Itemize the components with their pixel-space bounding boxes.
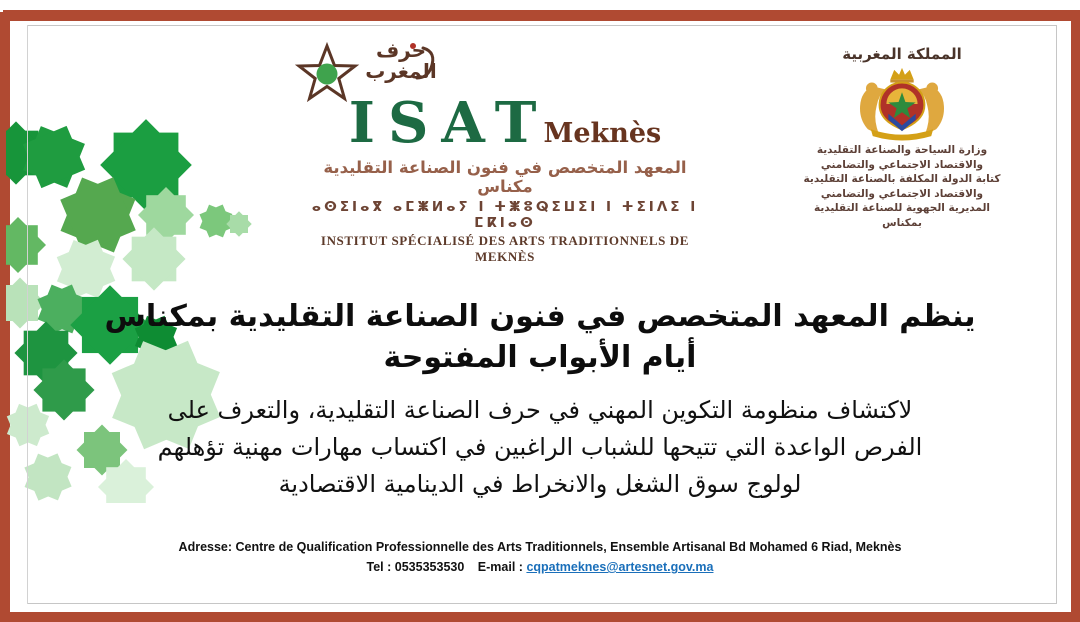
ministry-line: وزارة السياحة والصناعة التقليدية (816, 144, 988, 156)
royal-emblem-block (793, 45, 1011, 230)
contact-line (40, 557, 1040, 577)
craft-morocco-calligraphy: حرف المغرب (365, 38, 437, 83)
inner-frame-left-line (27, 25, 28, 604)
kingdom-title: المملكة المغربية (842, 45, 962, 63)
ministry-line: كتابة الدولة المكلفة بالصناعة التقليدية (803, 173, 1001, 185)
zellige-star-icon (122, 227, 185, 290)
isat-french-name: INSTITUT SPÉCIALISÉ DES ARTS TRADITIONNELS DE MEKNÈS (320, 233, 690, 264)
tel-number: 0535353530 (394, 560, 465, 574)
isat-tifinagh-name: ⴰⵙⵉⵏⴰⴳ ⴰⵎⵥⵍⴰⵢ ⵏ ⵜⵥⵓⵕⵉⵡⵉⵏ ⵏ ⵜⵉⵏⴷⵉ ⵏ ⵎⴽⵏⴰⵙ (311, 199, 699, 231)
zellige-star-icon (138, 187, 194, 243)
ministry-line: والاقتصاد الاجتماعي والتضامني (820, 187, 984, 200)
announcement-title (80, 296, 1000, 378)
border-right (1071, 10, 1080, 622)
email-label: E-mail : (477, 560, 523, 574)
announcement-title-line2: أيام الأبواب المفتوحة (383, 340, 697, 375)
zellige-star-icon (226, 211, 251, 236)
announcement-body (80, 392, 1000, 503)
announcement-title-line1: ينظم المعهد المتخصص في فنون الصناعة التقليدية بمكناس (104, 299, 976, 334)
address-line (40, 537, 1040, 557)
footer-contact-block (40, 537, 1040, 577)
email-link[interactable]: cqpatmeknes@artesnet.gov.ma (526, 560, 714, 574)
ministry-line: والاقتصاد الاجتماعي والتضامني (820, 158, 984, 171)
isat-wordmark (295, 90, 715, 156)
zellige-star-icon (6, 217, 46, 273)
announcement-body-line: لولوج سوق الشغل والانخراط في الدينامية الاقتصادية (278, 470, 802, 498)
announcement-body-line: الفرص الواعدة التي تتيحها للشباب الراغبين في اكتساب مهارات مهنية تؤهلهم (157, 433, 923, 461)
border-bottom (0, 612, 1080, 622)
announcement-body-line: لاكتشاف منظومة التكوين المهني في حرف الصناعة التقليدية، والتعرف على (167, 396, 913, 424)
border-top (3, 10, 1080, 21)
ministry-line: المديرية الجهوية للصناعة التقليدية بمكناس (813, 202, 990, 229)
isat-arabic-name: المعهد المتخصص في فنون الصناعة التقليدية مكناس (323, 158, 687, 196)
address-text: Centre de Qualification Professionnelle des Arts Traditionnels, Ensemble Artisanal Bd Mohamed 6 Riad, Meknès (235, 540, 902, 554)
isat-city: Meknès (543, 118, 662, 149)
isat-logo-block (295, 38, 715, 265)
tel-label: Tel : (366, 560, 392, 574)
zellige-star-icon (15, 444, 81, 503)
isat-name: ISAT (348, 90, 550, 156)
announcement-block (80, 296, 1000, 503)
royal-coat-of-arms-icon (843, 65, 961, 141)
address-label: Adresse: (178, 540, 233, 554)
